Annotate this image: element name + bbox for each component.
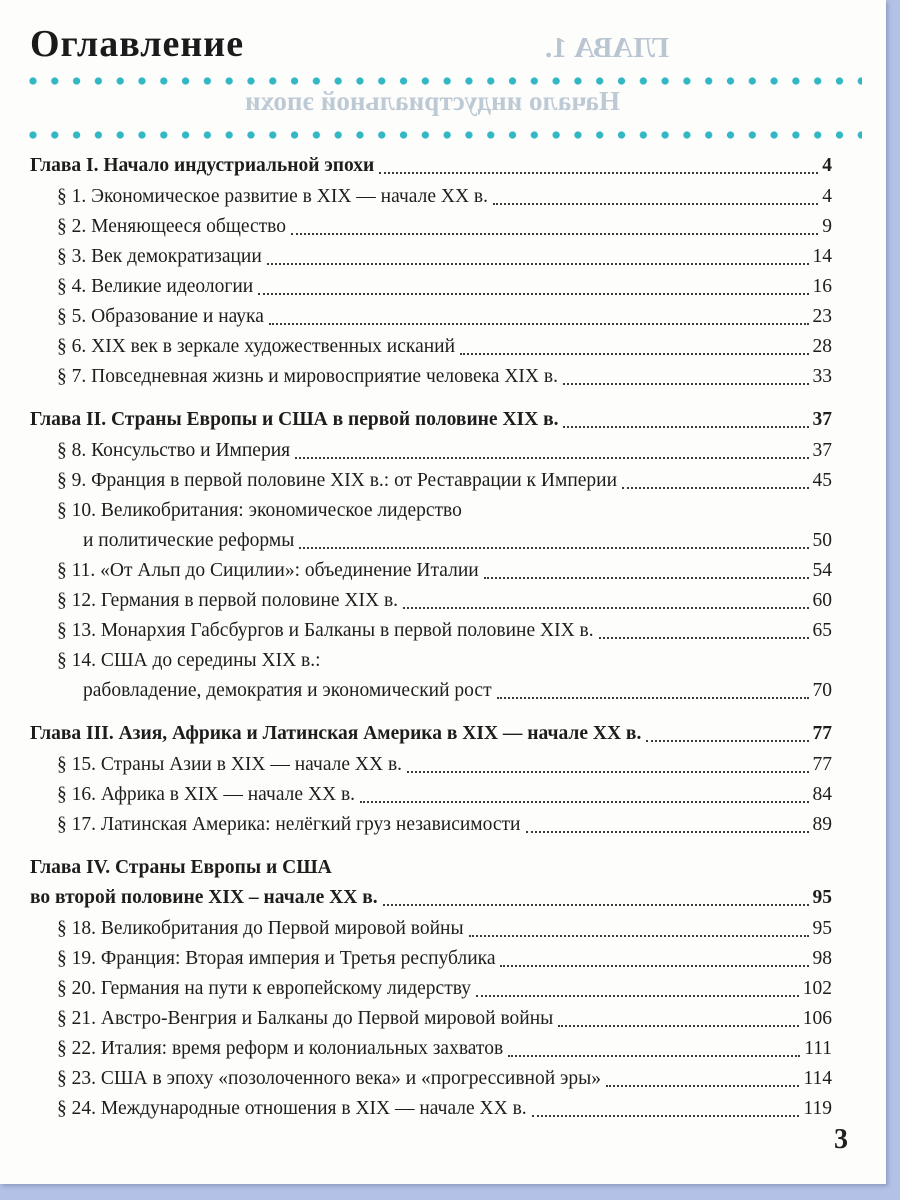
toc-entry-title: и политические реформы: [83, 530, 295, 551]
toc-section-entry: [30, 974, 832, 1004]
toc-entry-title: § 14. США до середины XIX в.:: [57, 650, 321, 671]
toc-section-entry: [30, 1094, 832, 1124]
toc-entry-row: [30, 883, 832, 913]
toc-entry-row: [30, 944, 832, 974]
toc-section-entry: [30, 616, 832, 646]
toc-entry-page-number: 54: [812, 560, 832, 581]
toc-entry-row: [30, 1064, 832, 1094]
toc-entry-title: § 11. «От Альп до Сицилии»: объединение Италии: [57, 560, 479, 581]
toc-entry-title: § 5. Образование и наука: [57, 306, 264, 327]
toc-entry-row: [30, 302, 832, 332]
toc-entry-row: [30, 750, 832, 780]
dot-leader: [553, 1004, 802, 1034]
toc-entry-title: § 20. Германия на пути к европейскому лидерству: [57, 978, 472, 999]
decorative-dots-row-bottom: [28, 130, 862, 140]
toc-entry-row: [30, 676, 832, 706]
toc-entry-row: [30, 556, 832, 586]
dot-leader: [402, 750, 812, 780]
toc-entry-page-number: 114: [803, 1068, 832, 1089]
toc-entry-title: § 4. Великие идеологии: [57, 276, 254, 297]
toc-entry-row: [30, 332, 832, 362]
toc-entry-page-number: 84: [812, 784, 832, 805]
toc-chapter-entry: [30, 853, 832, 913]
toc-entry-row: [30, 810, 832, 840]
toc-chapter-entry: [30, 405, 832, 435]
toc-entry-row: [30, 1004, 832, 1034]
toc-section-entry: [30, 466, 832, 496]
toc-entry-title: Глава III. Азия, Африка и Латинская Америка в XIX — начале XX в.: [30, 723, 642, 744]
toc-entry-row: [30, 405, 832, 435]
toc-entry-page-number: 23: [812, 306, 832, 327]
toc-entry-page-number: 37: [812, 440, 832, 461]
dot-leader: [264, 302, 813, 332]
toc-section-entry: [30, 362, 832, 392]
toc-entry-row: [30, 436, 832, 466]
toc-entry-row: [30, 853, 832, 883]
page-number: 3: [834, 1124, 848, 1155]
dot-leader: [558, 362, 813, 392]
toc-section-entry: [30, 780, 832, 810]
dot-leader: [398, 586, 812, 616]
dot-leader: [374, 151, 822, 181]
toc-entry-row: [30, 242, 832, 272]
toc-entry-title: Глава IV. Страны Европы и США: [30, 857, 332, 878]
toc-entry-title: § 19. Франция: Вторая империя и Третья республика: [57, 948, 496, 969]
toc-entry-row: [30, 914, 832, 944]
dot-leader: [492, 676, 813, 706]
toc-entry-page-number: 50: [812, 530, 832, 551]
toc-entry-title: § 16. Африка в XIX — начале XX в.: [57, 784, 356, 805]
toc-entry-row: [30, 496, 832, 526]
dot-leader: [495, 944, 812, 974]
toc-chapter-entry: [30, 719, 832, 749]
toc-entry-row: [30, 616, 832, 646]
toc-entry-row: [30, 646, 832, 676]
toc-entry-row: [30, 362, 832, 392]
toc-entry-row: [30, 780, 832, 810]
toc-entry-title: § 12. Германия в первой половине XIX в.: [57, 590, 399, 611]
toc-entry-row: [30, 182, 832, 212]
toc-entry-page-number: 77: [812, 723, 832, 744]
toc-entry-row: [30, 974, 832, 1004]
toc-entry-title: рабовладение, демократия и экономический рост: [83, 680, 492, 701]
toc-entry-title: во второй половине XIX – начале XX в.: [30, 887, 378, 908]
toc-section-entry: [30, 914, 832, 944]
decorative-dots-row-top: [28, 76, 862, 86]
toc-entry-page-number: 89: [812, 814, 832, 835]
toc-section-entry: [30, 212, 832, 242]
toc-section-entry: [30, 496, 832, 556]
toc-entry-title: § 3. Век демократизации: [57, 246, 262, 267]
toc-entry-title: § 17. Латинская Америка: нелёгкий груз независимости: [57, 814, 521, 835]
toc-entry-title: § 23. США в эпоху «позолоченного века» и «прогрессивной эры»: [57, 1068, 602, 1089]
toc-list: [30, 151, 832, 1124]
toc-entry-page-number: 28: [812, 336, 832, 357]
toc-section-entry: [30, 944, 832, 974]
toc-entry-page-number: 33: [812, 366, 832, 387]
dot-leader: [290, 436, 812, 466]
toc-entry-title: § 2. Меняющееся общество: [57, 216, 286, 237]
toc-entry-title: § 18. Великобритания до Первой мировой войны: [57, 918, 464, 939]
toc-entry-title: § 21. Австро-Венгрия и Балканы до Первой мировой войны: [57, 1008, 554, 1029]
bleedthrough-chapter-text: ГЛАВА 1.: [545, 32, 670, 64]
dot-leader: [601, 1064, 803, 1094]
toc-entry-title: § 7. Повседневная жизнь и мировосприятие человека XIX в.: [57, 366, 558, 387]
dot-leader: [527, 1094, 804, 1124]
toc-section-entry: [30, 242, 832, 272]
bleedthrough-heading-text: Начало индустриальной эпохи: [245, 86, 621, 116]
toc-entry-row: [30, 466, 832, 496]
toc-section-entry: [30, 302, 832, 332]
toc-entry-row: [30, 1094, 832, 1124]
toc-entry-page-number: 4: [822, 186, 832, 207]
toc-entry-title: § 9. Франция в первой половине XIX в.: от Реставрации к Империи: [57, 470, 618, 491]
toc-section-entry: [30, 182, 832, 212]
dot-leader: [455, 332, 812, 362]
toc-entry-page-number: 37: [812, 409, 832, 430]
page-title: Оглавление: [30, 23, 245, 65]
toc-entry-page-number: 45: [812, 470, 832, 491]
toc-entry-page-number: 95: [812, 887, 832, 908]
toc-entry-title: § 10. Великобритания: экономическое лидерство: [57, 500, 462, 521]
dot-leader: [294, 526, 812, 556]
toc-entry-page-number: 102: [802, 978, 832, 999]
dot-leader: [262, 242, 813, 272]
toc-entry-title: Глава II. Страны Европы и США в первой половине XIX в.: [30, 409, 559, 430]
dot-leader: [286, 212, 822, 242]
dot-leader: [479, 556, 813, 586]
toc-entry-row: [30, 1034, 832, 1064]
toc-entry-page-number: 95: [812, 918, 832, 939]
dot-leader: [378, 883, 813, 913]
dot-leader: [521, 810, 813, 840]
toc-entry-page-number: 9: [822, 216, 832, 237]
toc-entry-title: § 15. Страны Азии в XIX — начале XX в.: [57, 754, 403, 775]
dot-leader: [253, 272, 812, 302]
toc-entry-row: [30, 586, 832, 616]
toc-section-entry: [30, 646, 832, 706]
toc-section-entry: [30, 1064, 832, 1094]
toc-entry-page-number: 70: [812, 680, 832, 701]
toc-chapter-entry: [30, 151, 832, 181]
toc-section-entry: [30, 750, 832, 780]
toc-entry-title: § 24. Международные отношения в XIX — начале XX в.: [57, 1098, 527, 1119]
toc-entry-title: § 1. Экономическое развитие в XIX — начале XX в.: [57, 186, 488, 207]
toc-entry-row: [30, 212, 832, 242]
dot-leader: [617, 466, 812, 496]
toc-entry-page-number: 14: [812, 246, 832, 267]
dot-leader: [355, 780, 812, 810]
toc-entry-title: § 13. Монархия Габсбургов и Балканы в первой половине XIX в.: [57, 620, 594, 641]
toc-entry-row: [30, 151, 832, 181]
toc-entry-row: [30, 272, 832, 302]
toc-section-entry: [30, 1004, 832, 1034]
toc-entry-page-number: 77: [812, 754, 832, 775]
toc-entry-page-number: 98: [812, 948, 832, 969]
toc-entry-row: [30, 719, 832, 749]
toc-entry-page-number: 4: [822, 155, 832, 176]
toc-entry-title: Глава I. Начало индустриальной эпохи: [30, 155, 375, 176]
dot-leader: [641, 719, 812, 749]
toc-entry-title: § 22. Италия: время реформ и колониальных захватов: [57, 1038, 504, 1059]
dot-leader: [471, 974, 803, 1004]
toc-section-entry: [30, 436, 832, 466]
toc-section-entry: [30, 586, 832, 616]
toc-entry-page-number: 111: [804, 1038, 832, 1059]
toc-entry-page-number: 16: [812, 276, 832, 297]
toc-entry-row: [30, 526, 832, 556]
toc-section-entry: [30, 810, 832, 840]
dot-leader: [464, 914, 813, 944]
toc-section-entry: [30, 556, 832, 586]
toc-entry-page-number: 65: [812, 620, 832, 641]
dot-leader: [488, 182, 822, 212]
toc-entry-page-number: 60: [812, 590, 832, 611]
toc-section-entry: [30, 1034, 832, 1064]
toc-entry-page-number: 119: [803, 1098, 832, 1119]
toc-section-entry: [30, 272, 832, 302]
toc-entry-title: § 8. Консульство и Империя: [57, 440, 291, 461]
dot-leader: [594, 616, 813, 646]
toc-entry-title: § 6. XIX век в зеркале художественных исканий: [57, 336, 456, 357]
dot-leader: [503, 1034, 804, 1064]
toc-section-entry: [30, 332, 832, 362]
toc-entry-page-number: 106: [802, 1008, 832, 1029]
dot-leader: [558, 405, 812, 435]
